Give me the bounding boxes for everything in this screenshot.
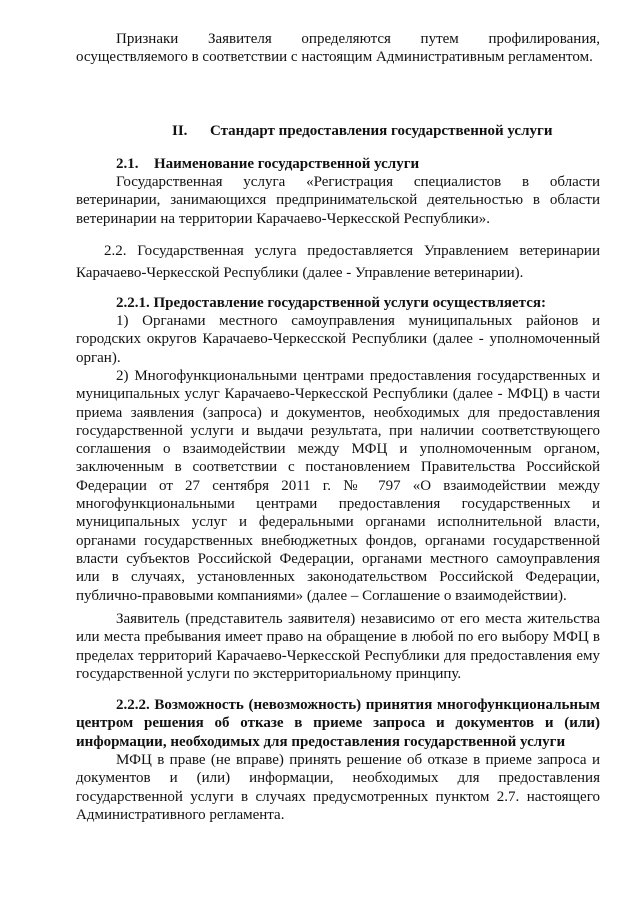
subsection-2-1-title: Наименование государственной услуги xyxy=(154,156,420,172)
subsection-2-2-1-item-2: 2) Многофункциональными центрами предоставления государственных и муниципальных услуг Карачаево-Черкесской Республики (далее - МФЦ) в части приема заявления (запроса) и документов, необходимых для предоставления государственной услуги и выдачи результата, при наличии соответствующего соглашения о взаимодействии между МФЦ и уполномоченным органом, заключенным в соответствии с постановлением Правительства Российской Федерации от 27 сентября 2011 г. № 797 «О взаимодействии между многофункциональными центрами предоставления государственных и муниципальных услуг и федеральными органами исполнительной власти, органами государственных внебюджетных фондов, органами государственной власти субъектов Российской Федерации, органами местного самоуправления или в случаях, установленных законодательством Российской Федерации, публично-правовыми компаниями» (далее – Соглашение о взаимодействии). xyxy=(76,368,600,604)
subsection-2-1-heading xyxy=(116,155,596,173)
subsection-2-1-number: 2.1. xyxy=(116,156,139,172)
subsection-2-1-text: Государственная услуга «Регистрация специалистов в области ветеринарии, занимающихся предпринимательской деятельностью в области ветеринарии на территории Карачаево-Черкесской Республики». xyxy=(76,174,600,227)
subsection-2-2-2-heading: 2.2.2. Возможность (невозможность) принятия многофункциональным центром решения об отказе в приеме запроса и документов и (или) информации, необходимых для предоставления государственной услуги xyxy=(76,697,600,750)
subsection-2-2-2-text: МФЦ в праве (не вправе) принять решение об отказе в приеме запроса и документов и (или) информации, необходимых для предоставления государственной услуги в случаях предусмотренных пунктом 2.7. настоящего Административного регламента. xyxy=(76,752,600,823)
intro-paragraph: Признаки Заявителя определяются путем профилирования, осуществляемого в соответствии с настоящим Административным регламентом. xyxy=(76,31,600,66)
section-number: II. xyxy=(172,123,188,139)
applicant-paragraph: Заявитель (представитель заявителя) независимо от его места жительства или места пребывания имеет право на обращение в любой по его выбору МФЦ в пределах территорий Карачаево-Черкесской Республики для предоставления ему государственной услуги по экстерриториальному принципу. xyxy=(76,611,600,682)
subsection-2-2-text: 2.2. Государственная услуга предоставляется Управлением ветеринарии Карачаево-Черкесской Республики (далее - Управление ветеринарии). xyxy=(76,243,600,281)
subsection-2-2-1-heading: 2.2.1. Предоставление государственной услуги осуществляется: xyxy=(116,295,546,311)
subsection-2-2-1-item-1: 1) Органами местного самоуправления муниципальных районов и городских округов Карачаево-Черкесской Республики (далее - уполномоченный орган). xyxy=(76,313,600,366)
section-heading xyxy=(172,122,592,140)
section-title: Стандарт предоставления государственной услуги xyxy=(210,123,553,139)
